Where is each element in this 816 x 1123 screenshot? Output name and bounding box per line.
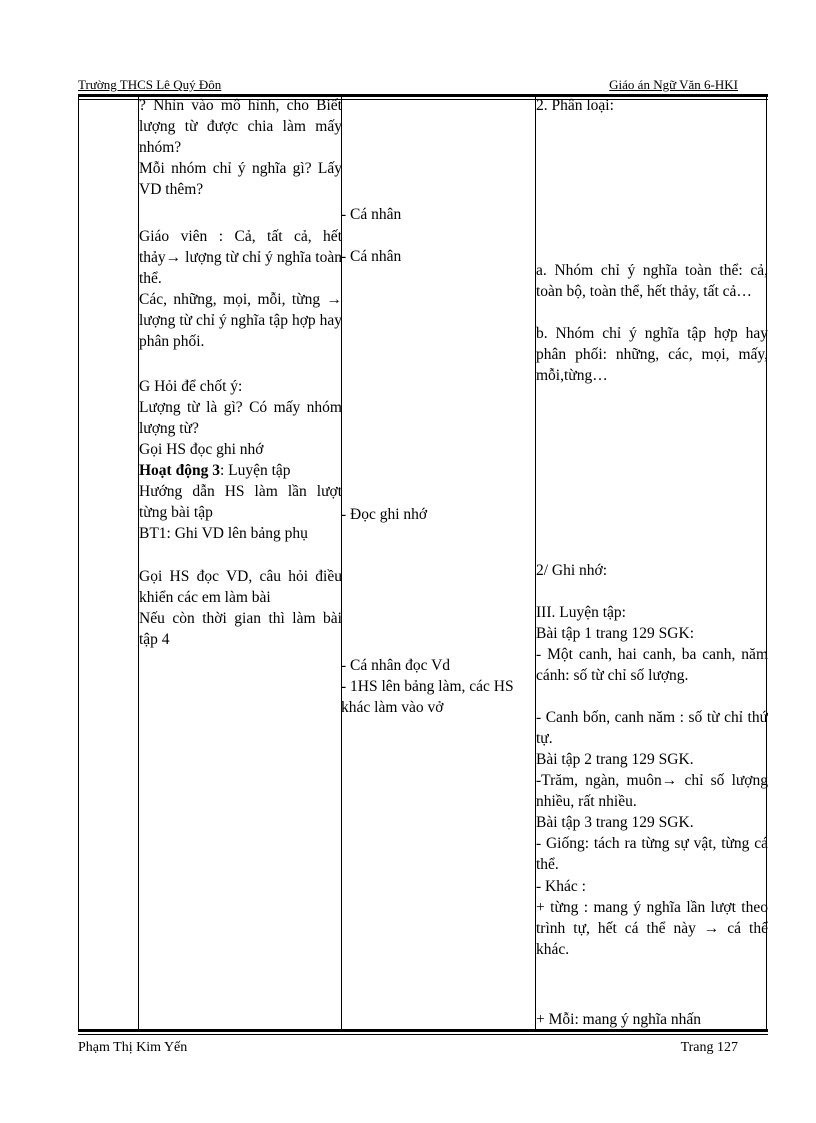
lesson-table bbox=[78, 96, 767, 1030]
content-line: + từng : mang ý nghĩa lần lượt theo trình tự, hết cá thể này → cá thể khác. bbox=[536, 899, 768, 958]
footer-page-number: Trang 127 bbox=[680, 1040, 738, 1055]
teacher-line: Mỗi nhóm chỉ ý nghĩa gì? Lấy VD thêm? bbox=[139, 160, 342, 198]
content-line: III. Luyện tập: bbox=[536, 604, 626, 621]
content-column bbox=[536, 96, 768, 1030]
content-line: b. Nhóm chỉ ý nghĩa tập hợp hay phân phối: những, các, mọi, mấy, mỗi,từng… bbox=[536, 325, 768, 384]
footer-author: Phạm Thị Kim Yến bbox=[78, 1040, 188, 1055]
student-activity-column bbox=[341, 96, 537, 1030]
page-footer bbox=[78, 1040, 738, 1058]
teacher-activity-column bbox=[139, 96, 342, 1030]
teacher-line: Hướng dẫn HS làm lần lượt từng bài tập bbox=[139, 483, 342, 521]
activity-heading bbox=[139, 461, 342, 482]
student-line: - 1HS lên bảng làm, các HS khác làm vào vở bbox=[341, 678, 514, 716]
content-line: - Khác : bbox=[536, 878, 586, 895]
student-line: - Cá nhân bbox=[341, 248, 402, 265]
teacher-line: Lượng từ là gì? Có mấy nhóm lượng từ? bbox=[139, 399, 342, 437]
header-subject: Giáo án Ngữ Văn 6-HKI bbox=[609, 77, 738, 92]
teacher-line: Các, những, mọi, mỗi, từng → lượng từ chỉ ý nghĩa tập hợp hay phân phối. bbox=[139, 291, 342, 350]
content-line: 2. Phân loại: bbox=[536, 97, 614, 114]
activity-heading-bold: Hoạt động 3 bbox=[139, 462, 220, 479]
content-line: Bài tập 2 trang 129 SGK. bbox=[536, 751, 694, 768]
activity-heading-text: : Luyện tập bbox=[219, 462, 291, 479]
student-line: - Đọc ghi nhớ bbox=[341, 506, 428, 523]
footer-rule bbox=[78, 1029, 768, 1032]
content-line: Bài tập 3 trang 129 SGK. bbox=[536, 814, 694, 831]
teacher-line: ? Nhìn vào mô hình, cho Biết lượng từ được chia làm mấy nhóm? bbox=[139, 97, 342, 156]
teacher-line: Nếu còn thời gian thì làm bài tập 4 bbox=[139, 610, 342, 648]
footer-rule-thin bbox=[78, 1034, 768, 1035]
content-line: 2/ Ghi nhớ: bbox=[536, 562, 608, 579]
teacher-line: Gọi HS đọc VD, câu hỏi điều khiển các em làm bài bbox=[139, 568, 342, 606]
page-header bbox=[78, 77, 766, 95]
teacher-line: Gọi HS đọc ghi nhớ bbox=[139, 441, 264, 458]
teacher-line: Giáo viên : Cả, tất cả, hết thảy→ lượng từ chỉ ý nghĩa toàn thể. bbox=[139, 228, 342, 287]
teacher-line: G Hỏi để chốt ý: bbox=[139, 378, 243, 395]
content-line: - Một canh, hai canh, ba canh, năm cánh: số từ chỉ số lượng. bbox=[536, 646, 768, 684]
student-line: - Cá nhân bbox=[341, 206, 402, 223]
content-line: Bài tập 1 trang 129 SGK: bbox=[536, 625, 694, 642]
content-line: a. Nhóm chỉ ý nghĩa toàn thể: cả, toàn bộ, toàn thể, hết thảy, tất cả… bbox=[536, 262, 768, 300]
content-line: + Mỗi: mang ý nghĩa nhấn bbox=[536, 1011, 702, 1028]
content-line: -Trăm, ngàn, muôn→ chỉ số lượng nhiều, rất nhiều. bbox=[536, 772, 768, 810]
content-line: - Giống: tách ra từng sự vật, từng cá thể. bbox=[536, 835, 768, 873]
content-line: - Canh bốn, canh năm : số từ chỉ thứ tự. bbox=[536, 709, 768, 747]
teacher-line: BT1: Ghi VD lên bảng phụ bbox=[139, 525, 308, 542]
header-school: Trường THCS Lê Quý Đôn bbox=[78, 77, 222, 92]
student-line: - Cá nhân đọc Vd bbox=[341, 657, 451, 674]
